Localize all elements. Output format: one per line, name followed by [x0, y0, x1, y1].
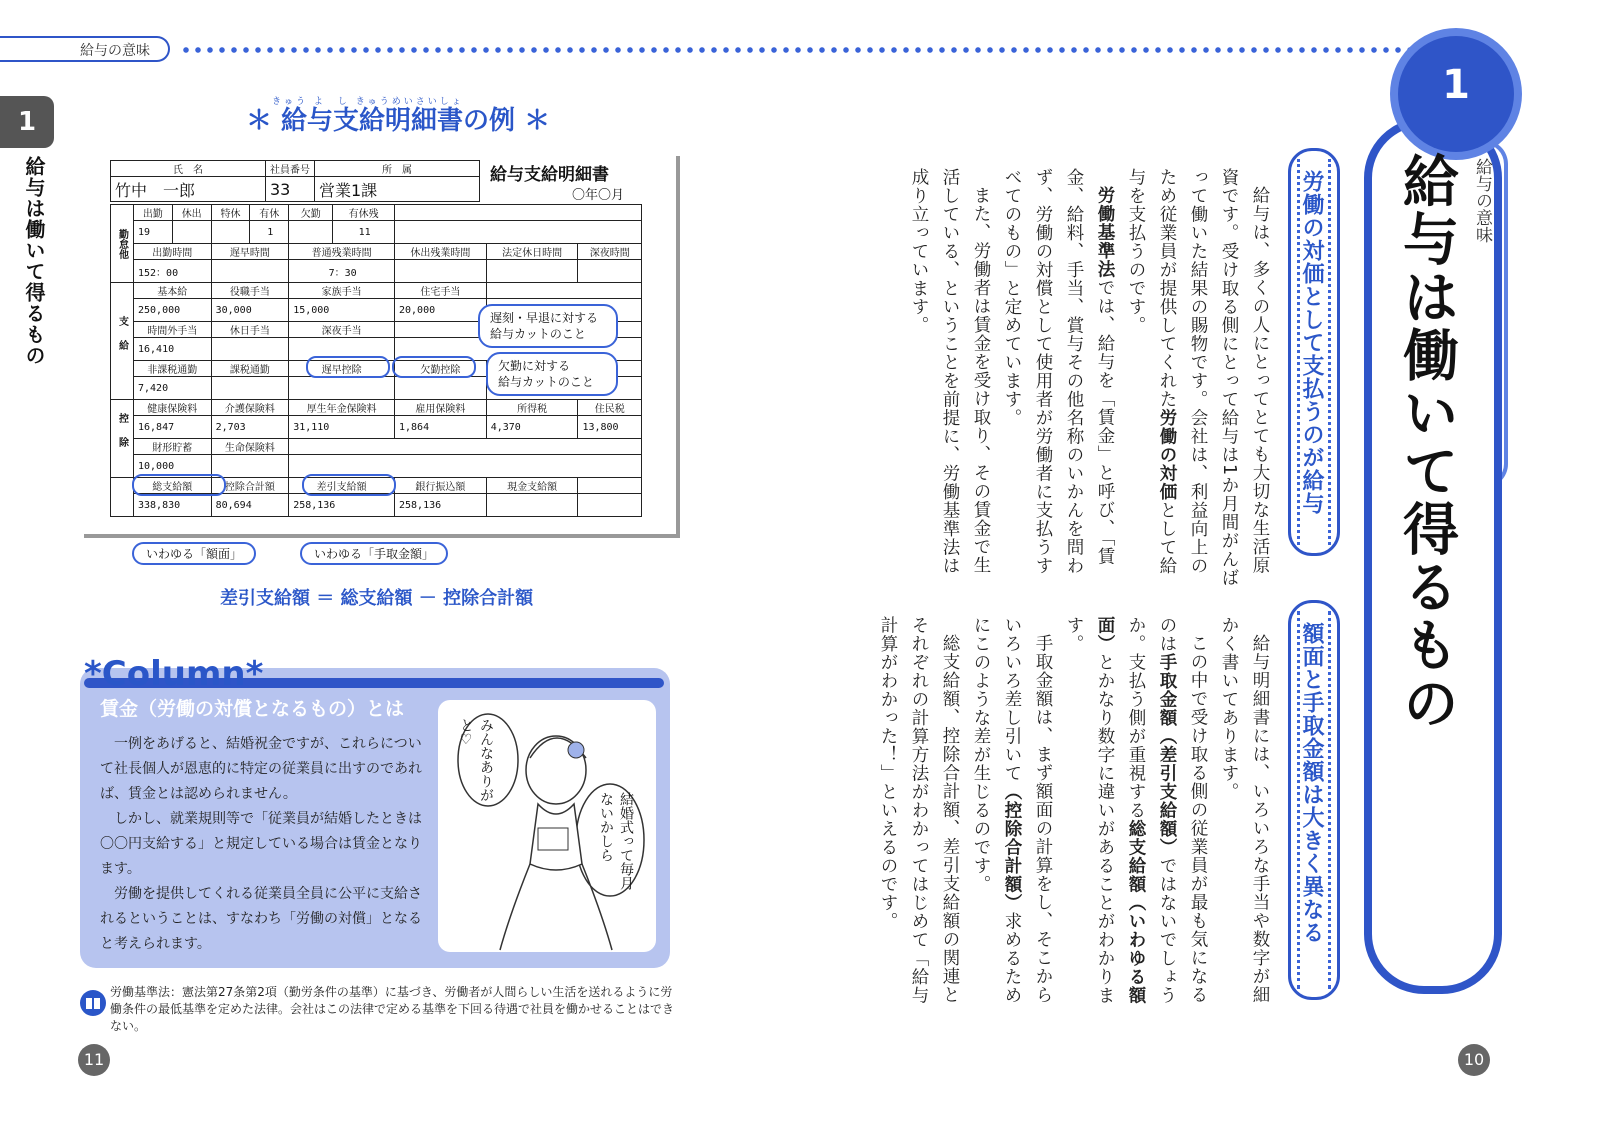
text-run: とかなり数字に違いがあることがわかります。: [1064, 616, 1115, 1005]
page-number-left: 11: [78, 1044, 110, 1076]
ded-label: 雇用保険料: [395, 400, 487, 416]
text-run: ではないでしょうか。支払う側が重視する: [1126, 616, 1177, 1005]
pay-label: 非課税通勤: [134, 361, 212, 377]
pay-value: [395, 377, 487, 400]
statement-furigana: きゅう よ し きゅうめいさいしょ: [272, 97, 464, 107]
ded-value: 13,800: [578, 416, 642, 439]
ded-value: 10,000: [134, 455, 212, 478]
column-paragraph: しかし、就業規則等で「従業員が結婚したときは〇〇円支給する」と規定している場合は賃金となります。: [100, 811, 422, 877]
pill-gross: いわゆる「額面」: [132, 542, 256, 565]
sum-label: 総支給額: [134, 478, 212, 494]
bold-run: 手取金額（差引支給額）: [1157, 653, 1177, 857]
ded-label: 生命保険料: [211, 439, 289, 455]
pay-label: 家族手当: [289, 283, 395, 299]
pay-value: 16,410: [134, 338, 212, 361]
name-table: [110, 160, 480, 202]
sum-value: 80,694: [211, 494, 289, 517]
body2-paragraph: [1058, 616, 1213, 1020]
sum-label: 差引支給額: [289, 478, 395, 494]
pay-label: 遅早控除: [289, 361, 395, 377]
ded-value: 1,864: [395, 416, 487, 439]
footnote: 労働基準法：憲法第27条第2項（勤労条件の基準）に基づき、労働者が人間らしい生活を送れるように労働条件の最低基準を定めた法律。会社はこの法律で定める基準を下回る待遇で社員を働かせることはできない。: [110, 985, 675, 1033]
deduct-group-text: 控除: [116, 413, 128, 461]
pay-value: [211, 338, 289, 361]
section-label: 給与の意味: [1472, 158, 1492, 243]
body1-paragraph: [996, 168, 1120, 588]
late-deduction-highlight: [306, 356, 390, 378]
pay-value: 7,420: [134, 377, 212, 400]
sheet-date: 〇年〇月: [572, 188, 625, 203]
att-value: 11: [333, 221, 395, 244]
pay-label: 深夜手当: [289, 322, 395, 338]
column-paragraph: 一例をあげると、結婚祝金ですが、これらについて社長個人が恩恵的に特定の従業員に出すのであれば、賃金とは認められません。: [100, 736, 422, 802]
sheet-title: 給与支給明細書: [490, 165, 609, 185]
book-icon: [80, 990, 106, 1016]
header-dotted-line: [180, 47, 1430, 53]
pay-value: [289, 377, 395, 400]
pay-value: 30,000: [211, 299, 289, 322]
formula: 差引支給額 ＝ 総支給額 － 控除合計額: [220, 588, 534, 609]
att-label: 深夜時間: [578, 244, 642, 260]
sum-value: 258,136: [289, 494, 395, 517]
body2-paragraph: 給与明細書には、いろいろな手当や数字が細かく書いてあります。: [1219, 616, 1270, 1004]
ded-label: 介護保険料: [211, 400, 289, 416]
att-label: 有休残: [333, 205, 395, 221]
bold-run: 労働の対価: [1157, 408, 1177, 501]
pay-value: 20,000: [395, 299, 487, 322]
pay-value: 250,000: [134, 299, 212, 322]
callout-late: 遅刻・早退に対する 給与カットのこと: [478, 304, 618, 348]
att-value: 1: [250, 221, 289, 244]
sum-value: 258,136: [395, 494, 487, 517]
att-label: 出勤: [134, 205, 173, 221]
speech-bubble-wedding: 結婚式って毎月ないかしら: [598, 792, 634, 890]
att-value: [578, 260, 642, 283]
att-label: 特休: [211, 205, 250, 221]
ded-label: 財形貯蓄: [134, 439, 212, 455]
bold-run: 総支給額（いわゆる額面）: [1095, 616, 1146, 1005]
emp-label: 社員番号: [266, 161, 315, 177]
column-subtitle: 賃金（労働の対償となるもの）とは: [100, 698, 405, 720]
ded-value: 4,370: [486, 416, 578, 439]
heading1: 労働の対価として支払うのが給与: [1299, 170, 1324, 515]
att-label: 有休: [250, 205, 289, 221]
illustration-panel: [438, 700, 656, 952]
body1-paragraph: また、労働者は賃金を受け取り、その賃金で生活している、ということを前提に、労働基準法は成り立っています。: [909, 168, 991, 575]
pay-value: 15,000: [289, 299, 395, 322]
body2: [878, 616, 1275, 1020]
pay-group-text: 支給: [116, 315, 128, 364]
ded-value: 2,703: [211, 416, 289, 439]
pay-group-label: [111, 283, 134, 400]
column-heading: *Column*: [84, 654, 264, 694]
gross-highlight: [132, 474, 226, 496]
ded-label: 健康保険料: [134, 400, 212, 416]
ded-label: 厚生年金保険料: [289, 400, 395, 416]
heading2: 額面と手取金額は大きく異なる: [1299, 622, 1324, 944]
text-run: 手取金額は、まず額面の計算をし、そこからいろいろ差し引いて: [1002, 616, 1053, 1004]
net-highlight: [302, 474, 396, 496]
att-label: 普通残業時間: [289, 244, 395, 260]
text-run: として給与を支払うのです。: [1126, 168, 1177, 575]
sum-value: 338,830: [134, 494, 212, 517]
ded-value: 16,847: [134, 416, 212, 439]
att-label: 遅早時間: [211, 244, 289, 260]
ded-label: 住民税: [578, 400, 642, 416]
pay-label: 時間外手当: [134, 322, 212, 338]
emp-value: 33: [266, 177, 315, 202]
pay-label: 住宅手当: [395, 283, 487, 299]
pill-net: いわゆる「手取金額」: [300, 542, 448, 565]
sum-value: [486, 494, 578, 517]
name-value: 竹中 一郎: [111, 177, 266, 202]
deduct-group-label: [111, 400, 134, 478]
att-value: [289, 221, 333, 244]
bold-run: （控除合計額）: [1002, 782, 1022, 912]
name-label: 氏 名: [111, 161, 266, 177]
pay-label: 課税通勤: [211, 361, 289, 377]
absence-deduction-highlight: [392, 356, 476, 378]
att-label: 欠勤: [289, 205, 333, 221]
att-label: 休出残業時間: [395, 244, 487, 260]
attendance-group-label: 勤怠他: [111, 205, 134, 283]
ded-value: 31,110: [289, 416, 395, 439]
chapter-number: 1: [1442, 62, 1470, 108]
att-value: [211, 260, 289, 283]
side-chapter-title: 給与は働いて得るもの: [22, 156, 46, 366]
att-value: [211, 221, 250, 244]
att-value: [395, 260, 487, 283]
main-title: 給与は働いて得るもの: [1394, 152, 1459, 732]
body2-paragraph: 総支給額、控除合計額、差引支給額の関連とそれぞれの計算方法がわかってはじめて「給与計算がわかった！」といえるのです。: [878, 616, 960, 1005]
att-value: [486, 260, 578, 283]
column-body: [100, 732, 430, 957]
pay-label: 基本給: [134, 283, 212, 299]
pay-label: 役職手当: [211, 283, 289, 299]
column-paragraph: 労働を提供してくれる従業員全員に公平に支給されるということは、すなわち「労働の対償」となると考えられます。: [100, 886, 422, 952]
body2-paragraph: [965, 616, 1058, 1020]
sum-label: 控除合計額: [211, 478, 289, 494]
sum-label: 現金支給額: [486, 478, 578, 494]
ded-value: [211, 455, 289, 478]
sum-label: 銀行振込額: [395, 478, 487, 494]
att-label: 休出: [172, 205, 211, 221]
pay-label: 休日手当: [211, 322, 289, 338]
body1: [895, 168, 1275, 588]
section-header-label: 給与の意味: [80, 43, 150, 59]
statement-title: ＊ 給与支給明細書の例 ＊: [246, 106, 551, 136]
dept-label: 所 属: [315, 161, 480, 177]
callout-absent: 欠勤に対する 給与カットのこと: [486, 352, 618, 396]
att-value: [172, 221, 211, 244]
speech-bubble-thanks: みんなありがと♡: [458, 718, 494, 802]
dept-value: 営業1課: [315, 177, 480, 202]
att-label: 出勤時間: [134, 244, 212, 260]
att-value: 152：00: [134, 260, 212, 283]
pay-value: [211, 377, 289, 400]
section-header-tab: [0, 36, 170, 62]
att-value: 7：30: [289, 260, 395, 283]
pay-label: 欠勤控除: [395, 361, 487, 377]
page-number-right: 10: [1458, 1044, 1490, 1076]
ded-label: 所得税: [486, 400, 578, 416]
body1-paragraph: [1120, 168, 1275, 588]
text-run: では、給与を「賃金」と呼び、「賃金、給料、手当、賞与その他名称のいかんを問わず、労働の対償として使用者が労働者に支払うすべてのもの」と定めています。: [1002, 168, 1115, 575]
bold-run: 労働基準法: [1095, 185, 1115, 278]
att-label: 法定休日時間: [486, 244, 578, 260]
text-run: 求めるためにこのような差が生じるのです。: [971, 616, 1022, 1005]
att-value: 19: [134, 221, 173, 244]
side-chapter-number: 1: [0, 96, 54, 148]
text-run: 給与は、多くの人にとってとても大切な生活原資です。受け取る側にとって給与は1か月間がんばって働いた結果の賜物です。会社は、利益向上のため従業員が提供してくれた: [1157, 168, 1270, 588]
text-run: この中で受け取る側の従業員が最も気になるのは: [1157, 616, 1208, 1004]
